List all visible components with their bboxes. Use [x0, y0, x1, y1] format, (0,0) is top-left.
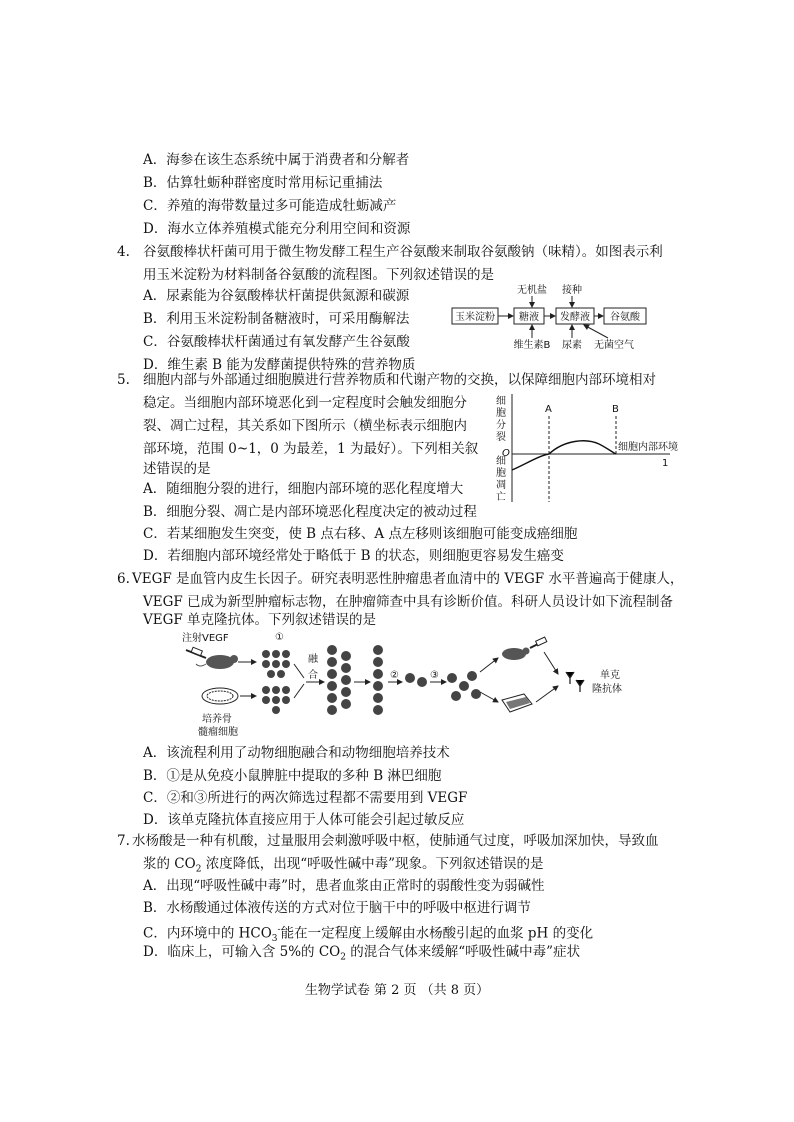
graph-x-end: 1 — [662, 458, 669, 469]
q6-stem-line2: VEGF 已成为新型肿瘤标志物，在肿瘤筛查中具有诊断价值。科研人员设计如下流程制备 — [143, 594, 674, 610]
syringe-icon — [186, 647, 206, 658]
q4-stem-line1: 谷氨酸棒状杆菌可用于微生物发酵工程生产谷氨酸来制取谷氨酸钠（味精）。如图表示利 — [143, 244, 663, 260]
graph-point-b: B — [612, 404, 619, 415]
q4-flowchart — [448, 282, 688, 358]
b-cells — [262, 650, 290, 678]
q5-number: 5. — [117, 372, 130, 388]
q5-option-b: B．细胞分裂、凋亡是内部环境恶化程度决定的被动过程 — [143, 504, 477, 520]
label-step2: ② — [390, 670, 399, 681]
q5-stem-line5: 述错误的是 — [143, 461, 211, 477]
q6-stem-line1: VEGF 是血管内皮生长因子。研究表明恶性肿瘤患者血清中的 VEGF 水平普遍高于健康人， — [132, 571, 684, 587]
q7-option-d: D．临床上，可输入含 5%的 $CO_2$ 的混合气体来缓解“呼吸性碱中毒”症状 — [143, 944, 581, 963]
q3-option-a: A．海参在该生态系统中属于消费者和分解者 — [143, 152, 410, 168]
q4-number: 4. — [117, 244, 130, 260]
fused-cells — [327, 645, 351, 715]
q7-stem-line2: 浆的 $CO_2$ 浓度降低，出现“呼吸性碱中毒”现象。下列叙述错误的是 — [143, 856, 544, 875]
q6-option-d: D．该单克隆抗体直接应用于人体可能会引起过敏反应 — [143, 812, 465, 828]
selected-cells-2 — [447, 671, 481, 701]
q7-number: 7. — [117, 833, 130, 849]
q5-stem-line4: 部环境，范围 0~1，0 为最差，1 为最好）。下列相关叙 — [143, 441, 479, 457]
q5-option-c: C．若某细胞发生突变，使 B 点右移、A 点左移则该细胞可能变成癌细胞 — [143, 526, 578, 542]
flow-label-inorganic-salt: 无机盐 — [517, 285, 547, 296]
q5-option-d: D．若细胞内部环境经常处于略低于 B 的状态，则细胞更容易发生癌变 — [143, 548, 564, 564]
label-fusion-1: 融 — [308, 654, 318, 665]
mouse-icon-2 — [502, 648, 530, 661]
svg-text:细: 细 — [496, 396, 506, 407]
q4-stem-line2: 用玉米淀粉为材料制备谷氨酸的流程图。下列叙述错误的是 — [143, 267, 494, 283]
selected-cells-1 — [405, 673, 427, 687]
q4-option-a: A．尿素能为谷氨酸棒状杆菌提供氮源和碳源 — [143, 288, 410, 304]
label-antibody-line2: 隆抗体 — [592, 684, 622, 695]
q3-option-d: D．海水立体养殖模式能充分利用空间和资源 — [143, 221, 411, 237]
svg-text:分: 分 — [496, 420, 506, 431]
page-footer: 生物学试卷 第 2 页 （共 8 页） — [304, 983, 490, 998]
q4-option-d: D．维生素 B 能为发酵菌提供特殊的营养物质 — [143, 357, 416, 373]
q7-option-a: A．出现“呼吸性碱中毒”时，患者血浆由正常时的弱酸性变为弱碱性 — [143, 878, 545, 894]
q5-stem-line1: 细胞内部与外部通过细胞膜进行营养物质和代谢产物的交换，以保障细胞内部环境相对 — [143, 372, 656, 388]
label-culture-line2: 髓瘤细胞 — [198, 727, 238, 738]
q6-number: 6. — [117, 571, 130, 587]
flow-label-urea: 尿素 — [562, 340, 582, 351]
q4-option-b: B．利用玉米淀粉制备糖液时，可采用酶解法 — [143, 311, 410, 327]
q6-diagram — [180, 628, 650, 740]
graph-curve — [512, 441, 616, 470]
graph-point-a: A — [545, 404, 552, 415]
flow-box-sugar-label: 糖液 — [519, 312, 539, 323]
q4-option-c: C．谷氨酸棒状杆菌通过有氧发酵产生谷氨酸 — [143, 334, 410, 350]
q5-stem-line3: 裂、凋亡过程，其关系如下图所示（横坐标表示细胞内 — [143, 418, 467, 434]
label-step3: ③ — [430, 670, 439, 681]
svg-text:胞: 胞 — [496, 408, 506, 419]
culture-dish-icon — [202, 688, 238, 704]
svg-text:亡: 亡 — [496, 492, 506, 503]
antibody-icon — [566, 672, 584, 692]
q7-option-c: C．内环境中的 $HCO_3^-$能在一定程度上缓解由水杨酸引起的血浆 pH 的变化 — [143, 925, 594, 945]
culture-flask-icon — [502, 694, 532, 712]
q5-stem-line2: 稳定。当细胞内部环境恶化到一定程度时会触发细胞分 — [143, 395, 467, 411]
q3-option-c: C．养殖的海带数量过多可能造成牡蛎减产 — [143, 198, 397, 214]
q5-option-a: A．随细胞分裂的进行，细胞内部环境的恶化程度增大 — [143, 481, 464, 497]
q7-option-b: B．水杨酸通过体液传送的方式对位于脑干中的呼吸中枢进行调节 — [143, 900, 531, 916]
flow-box-glutamate-label: 谷氨酸 — [610, 312, 640, 323]
flow-box-ferment-label: 发酵液 — [560, 312, 590, 323]
graph-y-label-apoptosis — [496, 455, 506, 503]
q7-stem-line1: 水杨酸是一种有机酸，过量服用会刺激呼吸中枢，使肺通气过度，呼吸加深加快，导致血 — [132, 833, 659, 849]
svg-text:细: 细 — [496, 456, 506, 467]
graph-x-label: 细胞内部环境 — [618, 442, 678, 453]
q5-graph — [494, 392, 684, 504]
svg-text:裂: 裂 — [496, 432, 506, 443]
q3-option-b: B．估算牡蛎种群密度时常用标记重捕法 — [143, 175, 383, 191]
label-antibody-line1: 单克 — [600, 670, 620, 681]
label-culture-line1: 培养骨 — [202, 714, 232, 725]
graph-origin: O — [502, 448, 510, 459]
q6-option-c: C．②和③所进行的两次筛选过程都不需要用到 VEGF — [143, 790, 468, 806]
flow-label-inoculate: 接种 — [562, 285, 582, 296]
label-fusion-2: 合 — [308, 670, 318, 681]
q6-option-a: A．该流程利用了动物细胞融合和动物细胞培养技术 — [143, 745, 450, 761]
syringe-icon-2 — [530, 637, 547, 648]
hybridoma-cells — [373, 645, 383, 715]
flow-label-vitamin-b: 维生素B — [513, 340, 551, 351]
label-step1: ① — [275, 632, 284, 643]
myeloma-cells — [262, 686, 290, 714]
svg-text:胞: 胞 — [496, 468, 506, 479]
flow-box-corn-starch-label: 玉米淀粉 — [455, 312, 495, 323]
q6-stem-line3: VEGF 单克隆抗体。下列叙述错误的是 — [143, 612, 377, 628]
q6-option-b: B．①是从免疫小鼠脾脏中提取的多种 B 淋巴细胞 — [143, 768, 442, 784]
label-inject-vegf: 注射VEGF — [182, 633, 229, 644]
svg-text:凋: 凋 — [496, 480, 506, 491]
graph-y-label-division — [496, 395, 506, 443]
flow-label-sterile-air: 无菌空气 — [594, 340, 634, 351]
